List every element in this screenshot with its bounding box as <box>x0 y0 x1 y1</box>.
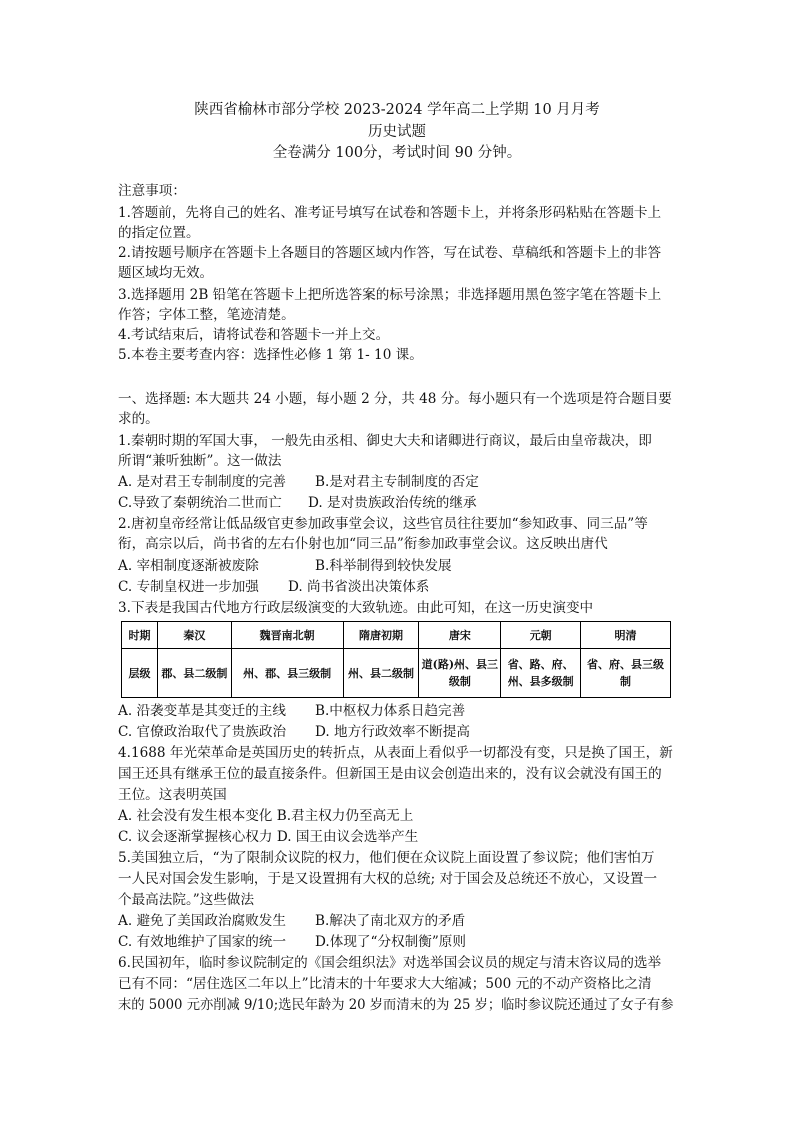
option-a: A. 宰相制度逐渐被废除 <box>118 558 259 574</box>
question-2-options-row <box>118 556 452 576</box>
question-1-options-row <box>118 472 479 492</box>
section-heading: 一、选择题: 本大题共 24 小题，每小题 2 分，共 48 分。每小题只有一个选项是符合题目要 <box>118 391 672 407</box>
table-cell: 州、县二级制 <box>343 649 419 698</box>
question-3-options-row <box>118 722 470 742</box>
option-b: B.科举制得到较快发展 <box>315 558 452 574</box>
option-a: A. 避免了美国政治腐败发生 <box>118 913 286 929</box>
question-4-stem: 4.1688 年光荣革命是英国历史的转折点，从表面上看似乎一切都没有变，只是换了国王，新 <box>118 745 673 761</box>
option-c: C. 专制皇权进一步加强 <box>118 579 259 595</box>
option-a: A. 是对君王专制制度的完善 <box>118 474 286 490</box>
option-a: A. 沿袭变革是其变迁的主线 <box>118 703 286 719</box>
question-4-stem: 王位。这表明英国 <box>118 787 227 803</box>
table-cell: 省、府、县三级制 <box>581 649 671 698</box>
notice-line: 题区域均无效。 <box>118 265 214 281</box>
option-b: B.是对君主专制制度的否定 <box>315 474 479 490</box>
option-c: C.导致了秦朝统治二世而亡 <box>118 495 282 511</box>
table-cell: 省、路、府、州、县多级制 <box>501 649 581 698</box>
notice-line: 4.考试结束后，请将试卷和答题卡一并上交。 <box>118 327 390 343</box>
option-ab: A. 社会没有发生根本变化 B.君主权力仍至高无上 <box>118 808 414 824</box>
option-cd: C. 议会逐渐掌握核心权力 D. 国王由议会选举产生 <box>118 829 419 845</box>
table-header-cell: 时期 <box>122 622 158 649</box>
question-5-stem: 个最高法院。”这些做法 <box>118 892 255 908</box>
option-d: D. 地方行政效率不断提高 <box>315 724 470 740</box>
table-cell: 郡、县二级制 <box>157 649 231 698</box>
question-5-stem: 5.美国独立后，“为了限制众议院的权力，他们便在众议院上面设置了参议院；他们害怕万 <box>118 850 655 866</box>
option-b: B.解决了南北双方的矛盾 <box>315 913 466 929</box>
question-2-options-row <box>118 577 429 597</box>
table-header-cell: 唐宋 <box>419 622 501 649</box>
notice-line: 5.本卷主要考查内容：选择性必修 1 第 1- 10 课。 <box>118 347 423 363</box>
question-3-stem: 3.下表是我国古代地方行政层级演变的大致轨迹。由此可知，在这一历史演变中 <box>118 600 594 616</box>
question-3-options-row <box>118 701 465 721</box>
table-header-cell: 魏晋南北朝 <box>231 622 343 649</box>
table-cell: 层级 <box>122 649 158 698</box>
question-2-stem: 2.唐初皇帝经常让低品级官吏参加政事堂会议，这些官员往往要加“参知政事、同三品”等 <box>118 516 648 532</box>
table-header-cell: 隋唐初期 <box>343 622 419 649</box>
notice-line: 2.请按题号顺序在答题卡上各题目的答题区域内作答，写在试卷、草稿纸和答题卡上的非答 <box>118 245 662 261</box>
question-5-options-row <box>118 932 466 952</box>
section-heading: 求的。 <box>118 411 159 427</box>
question-1-stem: 1.秦朝时期的军国大事， 一般先由丞相、御史大夫和诸卿进行商议，最后由皇帝裁决，即 <box>118 433 652 449</box>
table-header-cell: 明清 <box>581 622 671 649</box>
table-cell: 道(路)州、县三级制 <box>419 649 501 698</box>
notice-line: 1.答题前，先将自己的姓名、准考证号填写在试卷和答题卡上，并将条形码粘贴在答题卡上 <box>118 205 662 221</box>
admin-levels-table <box>121 621 671 698</box>
option-d: D. 是对贵族政治传统的继承 <box>308 495 477 511</box>
question-4-options-row <box>118 827 418 847</box>
table-cell: 州、郡、县三级制 <box>231 649 343 698</box>
question-2-stem: 衔，高宗以后，尚书省的左右仆射也加“同三品”衔参加政事堂会议。这反映出唐代 <box>118 536 608 552</box>
table-row <box>122 622 671 649</box>
notice-line: 作答；字体工整，笔迹清楚。 <box>118 307 295 323</box>
notice-line: 的指定位置。 <box>118 225 200 241</box>
option-d: D.体现了“分权制衡”原则 <box>315 934 466 950</box>
question-1-options-row <box>118 493 477 513</box>
option-c: C. 有效地维护了国家的统一 <box>118 934 287 950</box>
question-4-stem: 国王还具有继承王位的最直接条件。但新国王是由议会创造出来的，没有议会就没有国王的 <box>118 766 662 782</box>
exam-info: 全卷满分 100分，考试时间 90 分钟。 <box>272 145 522 161</box>
question-6-stem: 末的 5000 元亦削减 9/10;选民年龄为 20 岁而清末的为 25 岁；临时参议院还通过了女子有参 <box>118 997 674 1013</box>
table-header-cell: 元朝 <box>501 622 581 649</box>
question-5-stem: 一人民对国会发生影响，于是又设置拥有大权的总统; 对于国会及总统还不放心，又设置一 <box>118 871 658 887</box>
table-row <box>122 649 671 698</box>
table-header-cell: 秦汉 <box>157 622 231 649</box>
question-5-options-row <box>118 911 465 931</box>
question-6-stem: 已有不同：“居住选区二年以上”比清末的十年要求大大缩减；500 元的不动产资格比之清 <box>118 976 652 992</box>
option-d: D. 尚书省淡出决策体系 <box>288 579 430 595</box>
question-4-options-row <box>118 806 413 826</box>
exam-title: 陕西省榆林市部分学校 2023-2024 学年高二上学期 10 月月考 <box>194 102 600 118</box>
question-6-stem: 6.民国初年，临时参议院制定的《国会组织法》对选举国会议员的规定与清末咨议局的选举 <box>118 955 662 971</box>
notice-heading: 注意事项： <box>118 183 186 199</box>
notice-line: 3.选择题用 2B 铅笔在答题卡上把所选答案的标号涂黑；非选择题用黑色签字笔在答题卡上 <box>118 287 662 303</box>
option-b: B.中枢权力体系日趋完善 <box>315 703 466 719</box>
exam-subject: 历史试题 <box>368 124 426 140</box>
question-1-stem: 所谓“兼听独断”。这一做法 <box>118 453 282 469</box>
option-c: C. 官僚政治取代了贵族政治 <box>118 724 287 740</box>
